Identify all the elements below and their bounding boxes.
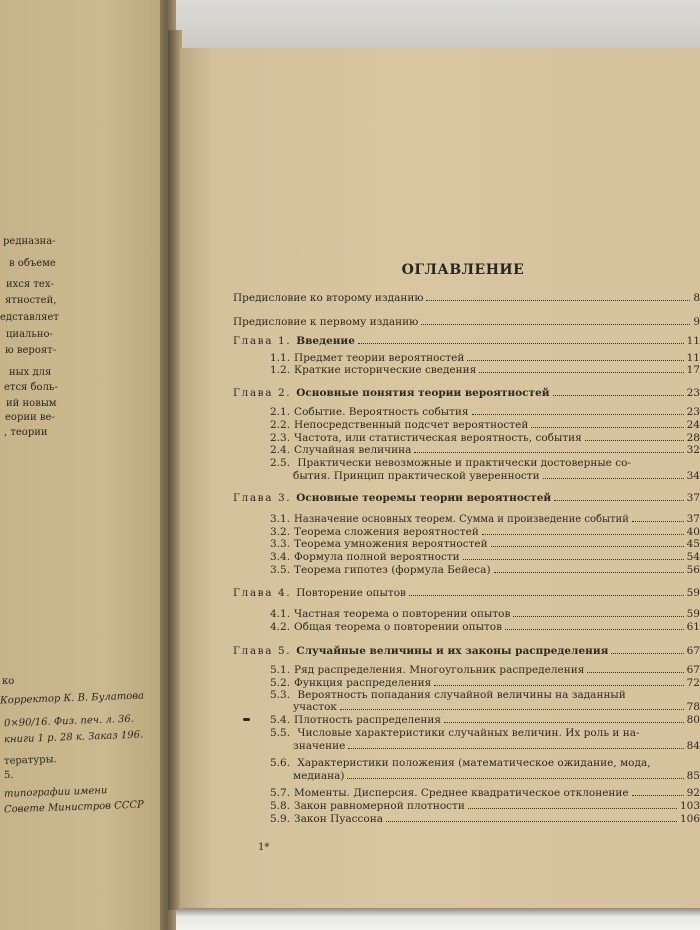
toc-section-row xyxy=(270,352,700,364)
chapter-label: Глава 4. xyxy=(233,587,292,599)
toc-section-row xyxy=(270,526,700,538)
toc-preface-text: Предисловие к первому изданию xyxy=(233,316,419,328)
toc-page-number: 103 xyxy=(679,800,700,812)
ink-mark xyxy=(243,718,250,721)
toc-dots xyxy=(553,387,684,396)
toc-page-number: 28 xyxy=(686,432,700,444)
chapter-title: Повторение опытов xyxy=(296,587,406,599)
toc-dots xyxy=(421,316,690,325)
price-line: книги 1 р. 28 к. Заказ 196. xyxy=(3,729,144,746)
toc-section-row xyxy=(270,714,700,726)
left-text-line: ных для xyxy=(9,367,52,378)
left-text-line: ется боль- xyxy=(4,382,58,393)
toc-section-row xyxy=(270,444,700,456)
toc-preface-text: Предисловие ко второму изданию xyxy=(233,292,424,304)
toc-chapter-row xyxy=(233,492,700,504)
left-text-line: в объеме xyxy=(9,258,56,269)
toc-dots xyxy=(611,645,683,654)
section-title: Плотность распределения xyxy=(294,714,442,726)
chapter-label: Глава 1. xyxy=(233,335,292,347)
section-title: Событие. Вероятность события xyxy=(294,406,469,418)
section-number: 4.1. xyxy=(270,608,291,620)
chapter-title: Основные понятия теории вероятностей xyxy=(296,387,550,399)
chapter-label: Глава 5. xyxy=(233,645,292,657)
toc-page-number: 92 xyxy=(686,787,700,799)
toc-dots xyxy=(386,813,677,822)
section-title: Ряд распределения. Многоугольник распределения xyxy=(294,664,585,676)
section-title: Закон Пуассона xyxy=(294,813,384,825)
toc-page-number: 45 xyxy=(686,538,700,550)
toc-section-continuation xyxy=(293,701,700,713)
toc-title: ОГЛАВЛЕНИЕ xyxy=(401,262,525,278)
section-title: Краткие исторические сведения xyxy=(294,364,477,376)
toc-dots xyxy=(426,292,690,301)
toc-page-number: 24 xyxy=(686,419,700,431)
toc-dots xyxy=(479,364,683,373)
toc-page-number: 84 xyxy=(686,740,700,752)
toc-preface-row xyxy=(233,316,700,328)
toc-page-number: 17 xyxy=(686,364,700,376)
left-text-line: ю вероят- xyxy=(5,345,57,356)
section-number: 2.5. xyxy=(270,457,291,469)
chapter-label: Глава 2. xyxy=(233,387,292,399)
toc-page-number: 59 xyxy=(686,608,700,620)
toc-section-row xyxy=(270,800,700,812)
toc-dots xyxy=(494,564,684,573)
section-number: 5.9. xyxy=(270,813,291,825)
toc-dots xyxy=(554,492,683,501)
toc-dots xyxy=(347,770,683,779)
toc-section-row xyxy=(270,813,700,825)
toc-page-number: 34 xyxy=(686,470,700,482)
section-title: Числовые характеристики случайных величин. Их роль и на- xyxy=(297,727,640,739)
left-text-line: едставляет xyxy=(0,312,59,323)
signature-mark: 1* xyxy=(258,842,270,853)
toc-page-number: 80 xyxy=(686,714,700,726)
toc-page-number: 78 xyxy=(686,701,700,713)
toc-dots xyxy=(409,587,684,596)
section-number: 2.3. xyxy=(270,432,291,444)
section-number: 3.4. xyxy=(270,551,291,563)
section-number: 3.3. xyxy=(270,538,291,550)
section-number: 5.1. xyxy=(270,664,291,676)
left-text-line: тературы. xyxy=(3,754,57,767)
section-title: Закон равномерной плотности xyxy=(294,800,465,812)
section-title-continuation: медиана) xyxy=(293,770,345,782)
toc-section-row xyxy=(270,538,700,550)
toc-page-number: 56 xyxy=(686,564,700,576)
toc-page-number: 37 xyxy=(686,492,700,504)
toc-section-continuation xyxy=(293,470,700,482)
left-text-line: циально- xyxy=(6,329,53,340)
toc-section-row xyxy=(270,564,700,576)
toc-chapter-row xyxy=(233,645,700,657)
toc-page-number: 23 xyxy=(686,406,700,418)
section-title-continuation: участок xyxy=(293,701,337,713)
toc-section-row xyxy=(270,677,700,689)
toc-page-number: 23 xyxy=(686,387,700,399)
section-title: Общая теорема о повторении опытов xyxy=(294,621,503,633)
toc-dots xyxy=(482,526,684,535)
toc-section-continuation xyxy=(293,770,700,782)
left-text-line: 5. xyxy=(3,769,14,782)
toc-page-number: 72 xyxy=(686,677,700,689)
section-number: 5.6. xyxy=(270,757,291,769)
toc-section-row xyxy=(270,419,700,431)
section-title: Теорема гипотез (формула Бейеса) xyxy=(294,564,491,576)
toc-section-row xyxy=(270,787,700,799)
toc-section-row xyxy=(270,457,631,469)
toc-page-number: 67 xyxy=(686,645,700,657)
toc-dots xyxy=(472,406,684,415)
section-number: 5.4. xyxy=(270,714,291,726)
chapter-title: Основные теоремы теории вероятностей xyxy=(296,492,552,504)
section-title: Непосредственный подсчет вероятностей xyxy=(294,419,529,431)
left-text-line: ихся тех- xyxy=(6,279,54,290)
toc-preface-row xyxy=(233,292,700,304)
section-number: 5.8. xyxy=(270,800,291,812)
section-title: Назначение основных теорем. Сумма и произведение событий xyxy=(294,514,629,525)
toc-section-row xyxy=(270,513,700,525)
toc-page-number: 9 xyxy=(693,316,700,328)
toc-section-row xyxy=(270,757,651,769)
left-text-line: ятностей, xyxy=(5,295,57,306)
toc-page-number: 54 xyxy=(686,551,700,563)
toc-dots xyxy=(463,551,684,560)
section-title: Теорема сложения вероятностей xyxy=(294,526,479,538)
toc-section-row xyxy=(270,608,700,620)
section-title: Характеристики положения (математическое ожидание, мода, xyxy=(297,757,651,769)
toc-page-number: 11 xyxy=(686,335,700,347)
toc-section-row xyxy=(270,432,700,444)
section-number: 5.2. xyxy=(270,677,291,689)
toc-page-number: 106 xyxy=(679,813,700,825)
toc-section-row xyxy=(270,551,700,563)
toc-dots xyxy=(587,664,683,673)
toc-dots xyxy=(468,800,677,809)
toc-page-number: 67 xyxy=(686,664,700,676)
section-title: Практически невозможные и практически достоверные со- xyxy=(297,457,631,469)
chapter-label: Глава 3. xyxy=(233,492,292,504)
toc-dots xyxy=(348,740,683,749)
section-number: 5.7. xyxy=(270,787,291,799)
toc-dots xyxy=(358,335,684,344)
toc-page-number: 40 xyxy=(686,526,700,538)
toc-page-number: 61 xyxy=(686,621,700,633)
left-text-line: еории ве- xyxy=(5,412,55,423)
toc-dots xyxy=(513,608,683,617)
chapter-title: Случайные величины и их законы распределения xyxy=(296,645,609,657)
toc-section-row xyxy=(270,621,700,633)
left-text-line: ко xyxy=(2,676,15,687)
section-title: Случайная величина xyxy=(294,444,412,456)
toc-page-number: 8 xyxy=(693,292,700,304)
toc-page-number: 37 xyxy=(686,513,700,525)
toc-chapter-row xyxy=(233,587,700,599)
toc-section-row xyxy=(270,364,700,376)
left-text-line: ий новым xyxy=(6,398,57,409)
section-number: 2.2. xyxy=(270,419,291,431)
toc-dots xyxy=(434,677,683,686)
section-title: Частная теорема о повторении опытов xyxy=(294,608,511,620)
toc-dots xyxy=(632,513,684,522)
toc-dots xyxy=(467,352,683,361)
section-number: 3.1. xyxy=(270,513,291,525)
section-number: 1.2. xyxy=(270,364,291,376)
toc-dots xyxy=(585,432,684,441)
toc-dots xyxy=(491,538,684,547)
toc-dots xyxy=(543,470,684,479)
toc-section-row xyxy=(270,664,700,676)
toc-dots xyxy=(444,714,684,723)
section-number: 5.3. xyxy=(270,689,291,701)
corrector-line: Корректор К. В. Булатова xyxy=(0,690,145,707)
toc-dots xyxy=(505,621,684,630)
section-title: Предмет теории вероятностей xyxy=(294,352,465,364)
chapter-title: Введение xyxy=(296,335,355,347)
toc-section-continuation xyxy=(293,740,700,752)
section-title: Моменты. Дисперсия. Среднее квадратическое отклонение xyxy=(294,787,629,799)
toc-page-number: 11 xyxy=(686,352,700,364)
section-number: 4.2. xyxy=(270,621,291,633)
toc-page-number: 32 xyxy=(686,444,700,456)
section-title: Функция распределения xyxy=(294,677,432,689)
print-specs-line: 0×90/16. Физ. печ. л. 36. xyxy=(3,713,135,730)
left-text-line: редназна- xyxy=(3,236,56,247)
toc-dots xyxy=(340,701,684,710)
toc-dots xyxy=(531,419,683,428)
toc-page-number: 59 xyxy=(686,587,700,599)
section-title: Вероятность попадания случайной величины на заданный xyxy=(297,689,626,701)
toc-chapter-row xyxy=(233,335,700,347)
section-title: Теорема умножения вероятностей xyxy=(294,538,488,550)
section-number: 2.1. xyxy=(270,406,291,418)
toc-dots xyxy=(414,444,683,453)
left-page xyxy=(0,0,170,930)
section-number: 5.5. xyxy=(270,727,291,739)
toc-page-number: 85 xyxy=(686,770,700,782)
printing-house-line: Совете Министров СССР xyxy=(3,799,145,816)
toc-chapter-row xyxy=(233,387,700,399)
section-number: 3.5. xyxy=(270,564,291,576)
section-title-continuation: бытия. Принцип практической уверенности xyxy=(293,470,540,482)
toc-section-row xyxy=(270,727,640,739)
section-title: Формула полной вероятности xyxy=(294,551,460,563)
section-number: 1.1. xyxy=(270,352,291,364)
toc-dots xyxy=(632,787,684,796)
left-text-line: , теории xyxy=(4,427,48,438)
section-title-continuation: значение xyxy=(293,740,346,752)
printing-house-line: типографии имени xyxy=(3,785,108,800)
toc-section-row xyxy=(270,689,626,701)
section-title: Частота, или статистическая вероятность, события xyxy=(294,432,582,444)
section-number: 2.4. xyxy=(270,444,291,456)
toc-section-row xyxy=(270,406,700,418)
section-number: 3.2. xyxy=(270,526,291,538)
